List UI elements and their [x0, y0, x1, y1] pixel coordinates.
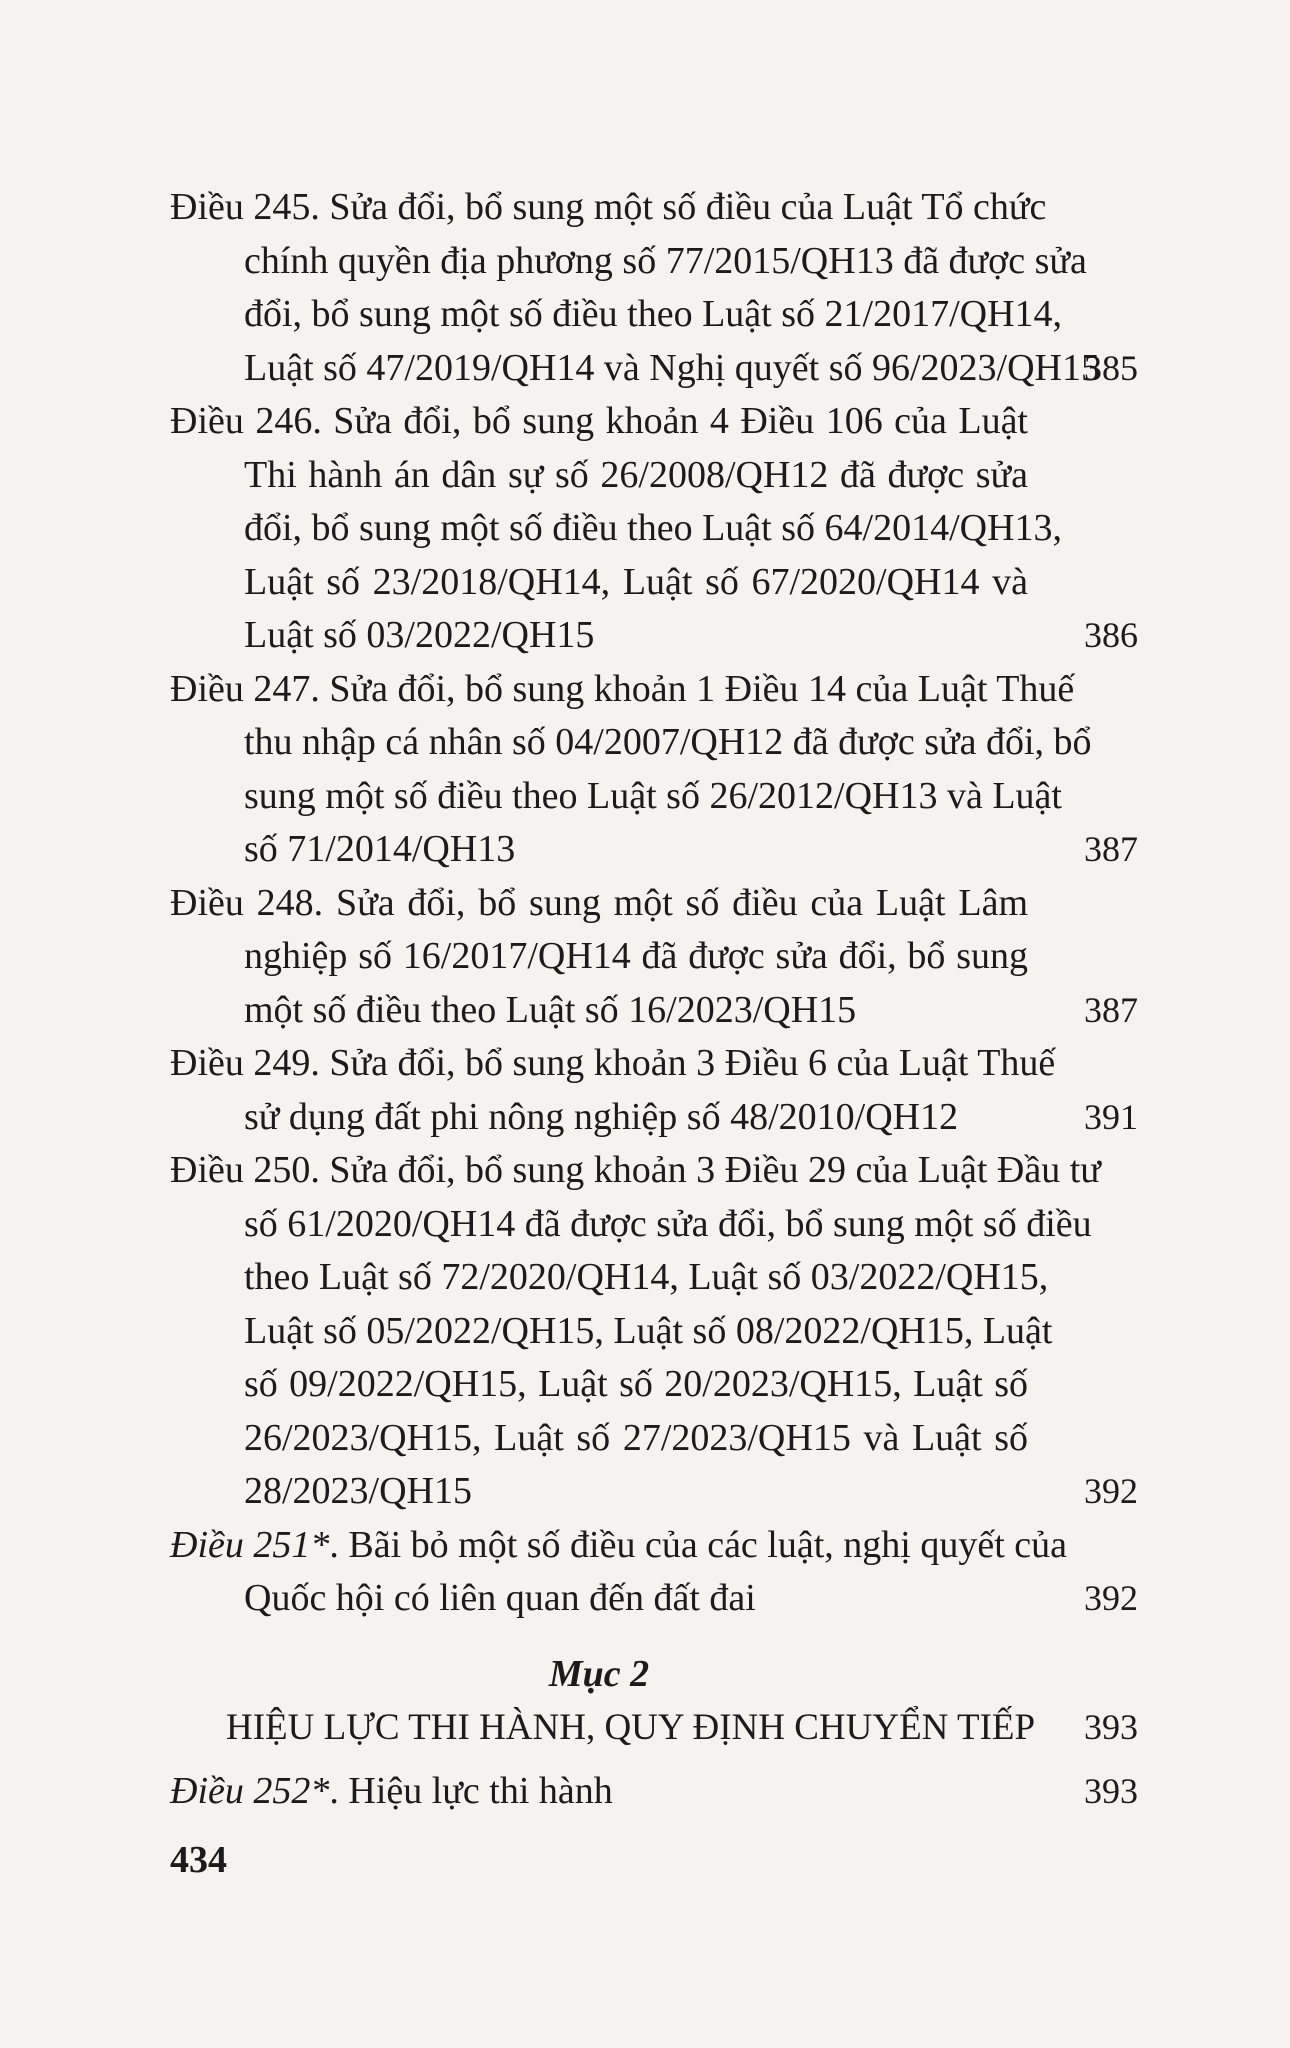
toc-line: nghiệp số 16/2017/QH14 đã được sửa đổi, bổ sung — [244, 935, 1028, 977]
article-label-italic: Điều 252* — [170, 1769, 330, 1812]
toc-line: số 71/2014/QH13 — [244, 828, 516, 870]
section-title-text: HIỆU LỰC THI HÀNH, QUY ĐỊNH CHUYỂN TIẾP — [226, 1707, 1036, 1748]
page-number: 391 — [1084, 1096, 1138, 1137]
toc-line: theo Luật số 72/2020/QH14, Luật số 03/2022/QH15, — [244, 1256, 1049, 1298]
article-label-italic: Điều 251* — [170, 1523, 330, 1566]
toc-line: Điều 248. Sửa đổi, bổ sung một số điều của Luật Lâm — [170, 881, 1028, 924]
toc-line: đổi, bổ sung một số điều theo Luật số 64/2014/QH13, — [244, 507, 1063, 549]
section-title — [170, 1701, 1138, 1755]
section-heading: Mục 2 — [548, 1652, 650, 1695]
toc-line: số 61/2020/QH14 đã được sửa đổi, bổ sung một số điều — [244, 1202, 1092, 1245]
toc-line: Điều 247. Sửa đổi, bổ sung khoản 1 Điều 14 của Luật Thuế — [170, 667, 1075, 710]
page-number: 385 — [1084, 347, 1138, 388]
toc-line: 26/2023/QH15, Luật số 27/2023/QH15 và Luật số — [244, 1416, 1028, 1459]
toc-line: thu nhập cá nhân số 04/2007/QH12 đã được sửa đổi, bổ — [244, 721, 1092, 763]
toc-line — [170, 1519, 1138, 1573]
toc-line: Điều 246. Sửa đổi, bổ sung khoản 4 Điều 106 của Luật — [170, 400, 1028, 442]
toc-entry-251 — [170, 1519, 1138, 1626]
toc-line: Luật số 47/2019/QH14 và Nghị quyết số 96/2023/QH15 — [244, 346, 1101, 389]
toc-line-text: . Hiệu lực thi hành — [329, 1769, 613, 1812]
page-number: 392 — [1084, 1578, 1138, 1618]
toc-line: Điều 245. Sửa đổi, bổ sung một số điều của Luật Tổ chức — [170, 186, 1047, 228]
toc-entry-248 — [170, 877, 1138, 1038]
toc-entry-249 — [170, 1037, 1138, 1144]
page-number: 393 — [1084, 1770, 1138, 1811]
toc-line: số 09/2022/QH15, Luật số 20/2023/QH15, Luật số — [244, 1363, 1028, 1405]
page-number: 393 — [1084, 1707, 1138, 1747]
toc-line: đổi, bổ sung một số điều theo Luật số 21/2017/QH14, — [244, 293, 1063, 335]
toc-line: Luật số 05/2022/QH15, Luật số 08/2022/QH15, Luật — [244, 1309, 1053, 1352]
toc-line: Luật số 03/2022/QH15 — [244, 614, 595, 656]
toc-entry-247 — [170, 663, 1138, 877]
toc-entry-252 — [170, 1765, 1138, 1819]
page-number: 392 — [1084, 1471, 1138, 1511]
toc-entry-250 — [170, 1144, 1138, 1519]
toc-line: Quốc hội có liên quan đến đất đai — [244, 1577, 756, 1619]
toc-line-text: . Bãi bỏ một số điều của các luật, nghị quyết của — [329, 1523, 1067, 1566]
page-number: 387 — [1084, 989, 1138, 1030]
toc-entry-245 — [170, 181, 1138, 395]
page-number: 387 — [1084, 829, 1138, 869]
page-number: 386 — [1084, 615, 1138, 655]
toc-line: Thi hành án dân sự số 26/2008/QH12 đã được sửa — [244, 453, 1028, 496]
toc-entry-246 — [170, 395, 1138, 663]
table-of-contents — [170, 181, 1138, 1818]
toc-line: một số điều theo Luật số 16/2023/QH15 — [244, 988, 857, 1031]
toc-line: Luật số 23/2018/QH14, Luật số 67/2020/QH14 và — [244, 560, 1028, 603]
toc-line: chính quyền địa phương số 77/2015/QH13 đã được sửa — [244, 239, 1087, 282]
toc-line: sử dụng đất phi nông nghiệp số 48/2010/QH12 — [244, 1095, 959, 1138]
toc-line: sung một số điều theo Luật số 26/2012/QH13 và Luật — [244, 774, 1062, 817]
footer-page-number: 434 — [170, 1839, 227, 1881]
toc-line: Điều 250. Sửa đổi, bổ sung khoản 3 Điều 29 của Luật Đầu tư — [170, 1149, 1101, 1191]
toc-line: Điều 249. Sửa đổi, bổ sung khoản 3 Điều 6 của Luật Thuế — [170, 1042, 1056, 1084]
toc-line: 28/2023/QH15 — [244, 1470, 472, 1512]
toc-line — [170, 1765, 1138, 1819]
